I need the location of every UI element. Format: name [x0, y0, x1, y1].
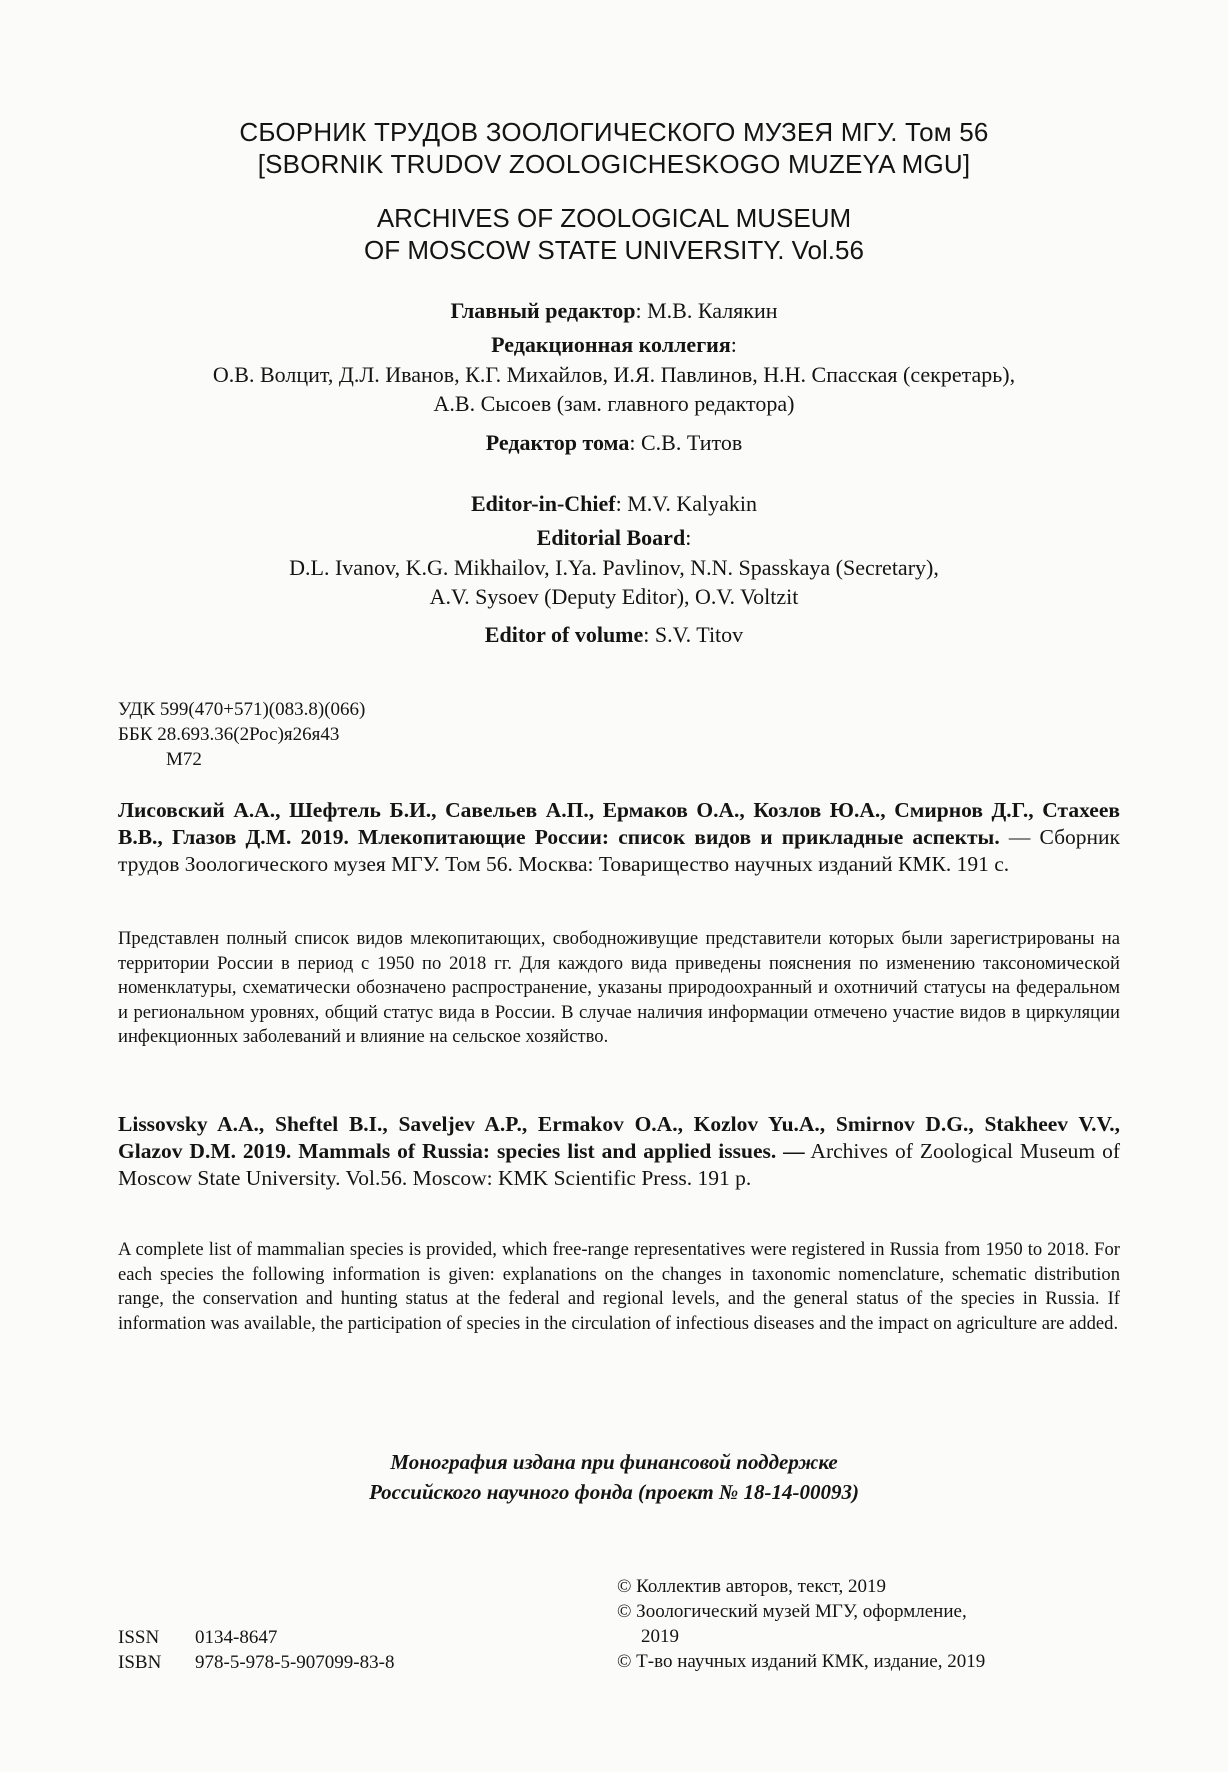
- author-mark: М72: [166, 749, 202, 770]
- copyright-line1: © Коллектив авторов, текст, 2019: [617, 1576, 886, 1597]
- editor-in-chief-en-label: Editor-in-Chief: [471, 491, 616, 516]
- series-title-ru-line1: СБОРНИК ТРУДОВ ЗООЛОГИЧЕСКОГО МУЗЕЯ МГУ. Том 56: [239, 117, 989, 147]
- editorial-board-en-line1: D.L. Ivanov, K.G. Mikhailov, I.Ya. Pavlinov, N.N. Spasskaya (Secretary),: [289, 555, 939, 580]
- copyright-line4: © Т-во научных изданий КМК, издание, 2019: [617, 1651, 986, 1672]
- volume-editor-ru-label: Редактор тома: [485, 430, 630, 455]
- series-title-ru-line2: [SBORNIK TRUDOV ZOOLOGICHESKOGO MUZEYA MGU]: [257, 149, 971, 179]
- isbn-label: ISBN: [118, 1652, 162, 1673]
- editorial-board-ru-line2: А.В. Сысоев (зам. главного редактора): [433, 391, 795, 416]
- citation-ru-bold: Лисовский А.А., Шефтель Б.И., Савельев А.П., Ермаков О.А., Козлов Ю.А., Смирнов Д.Г., Стахеев В.В., Глазов Д.М. 2019. Млекопитающие России: список видов и прикладные аспекты.: [118, 798, 1120, 849]
- copyright-line2: © Зоологический музей МГУ, оформление,: [617, 1601, 967, 1622]
- udk-code: УДК 599(470+571)(083.8)(066): [118, 699, 366, 720]
- editorial-board-en-colon: :: [685, 525, 692, 550]
- volume-editor-ru: [0, 428, 1228, 457]
- editor-in-chief-en-name: : M.V. Kalyakin: [615, 491, 757, 516]
- funding-line2: Российского научного фонда (проект № 18-14-00093): [369, 1480, 859, 1504]
- editorial-board-ru-line1: О.В. Волцит, Д.Л. Иванов, К.Г. Михайлов, И.Я. Павлинов, Н.Н. Спасская (секретарь),: [212, 362, 1016, 387]
- issn-label: ISSN: [118, 1627, 160, 1648]
- citation-en-source: Archives of Zoological Museum of Moscow State University. Vol.56. Moscow: KMK Scientific Press. 191 p.: [118, 1139, 1120, 1190]
- isbn-row: [118, 1650, 598, 1675]
- series-title-en-line2: OF MOSCOW STATE UNIVERSITY. Vol.56: [364, 235, 864, 265]
- citation-en-bold: Lissovsky A.A., Sheftel B.I., Saveljev A.P., Ermakov O.A., Kozlov Yu.A., Smirnov D.G., Stakheev V.V., Glazov D.M. 2019. Mammals of Russia: species list and applied issues. —: [118, 1112, 1120, 1163]
- editor-in-chief-ru-label: Главный редактор: [450, 298, 636, 323]
- volume-editor-en: [0, 620, 1228, 649]
- classification-codes: [118, 697, 618, 772]
- volume-editor-ru-name: : С.В. Титов: [629, 430, 743, 455]
- abstract-ru: Представлен полный список видов млекопитающих, свободноживущие представители которых были зарегистрированы на территории России в период с 1950 по 2018 гг. Для каждого вида приведены пояснения по изменению таксономической номенклатуры, схематически обозначено распространение, указаны природоохранный и охотничий статусы на федеральном и региональном уровнях, общий статус вида в России. В случае наличия информации отмечено участие видов в циркуляции инфекционных заболеваний и влияние на сельское хозяйство.: [118, 928, 1120, 1047]
- editorial-board-en-label: Editorial Board: [536, 525, 686, 550]
- citation-en: [118, 1111, 1120, 1192]
- editorial-board-ru-label: Редакционная коллегия: [491, 332, 731, 357]
- editor-in-chief-ru-name: : М.В. Калякин: [635, 298, 778, 323]
- editor-in-chief-en: [0, 489, 1228, 518]
- editorial-board-en-heading: [0, 523, 1228, 552]
- editorial-board-en-line2: A.V. Sysoev (Deputy Editor), O.V. Voltzit: [429, 584, 799, 609]
- editorial-board-ru-colon: :: [730, 332, 737, 357]
- citation-ru-source: — Сборник трудов Зоологического музея МГУ. Том 56. Москва: Товарищество научных изданий КМК. 191 с.: [118, 825, 1120, 876]
- issn-value: 0134-8647: [195, 1627, 278, 1648]
- funding-line1: Монография издана при финансовой поддержке: [390, 1450, 838, 1474]
- series-title-ru: [0, 116, 1228, 180]
- abstract-en: A complete list of mammalian species is provided, which free-range representatives were registered in Russia from 1950 to 2018. For each species the following information is given: explanations on the changes in taxonomic nomenclature, schematic distribution range, the conservation and hunting status at the federal and regional levels, and the general status of the species in Russia. If information was available, the participation of species in the circulation of infectious diseases and the impact on agriculture are added.: [118, 1239, 1120, 1334]
- issn-row: [118, 1625, 598, 1650]
- identifiers: [118, 1625, 598, 1675]
- bbk-code: ББК 28.693.36(2Рос)я26я43: [118, 724, 340, 745]
- editor-in-chief-ru: [0, 296, 1228, 325]
- series-title-en: [0, 202, 1228, 266]
- editorial-board-ru-heading: [0, 330, 1228, 359]
- citation-ru: [118, 797, 1120, 878]
- copyright-line3: 2019: [641, 1626, 679, 1647]
- funding-note: [0, 1447, 1228, 1507]
- copyright-block: [617, 1574, 1097, 1674]
- series-title-en-line1: ARCHIVES OF ZOOLOGICAL MUSEUM: [376, 203, 852, 233]
- volume-editor-en-name: : S.V. Titov: [643, 622, 744, 647]
- volume-editor-en-label: Editor of volume: [484, 622, 644, 647]
- isbn-value: 978-5-978-5-907099-83-8: [195, 1652, 395, 1673]
